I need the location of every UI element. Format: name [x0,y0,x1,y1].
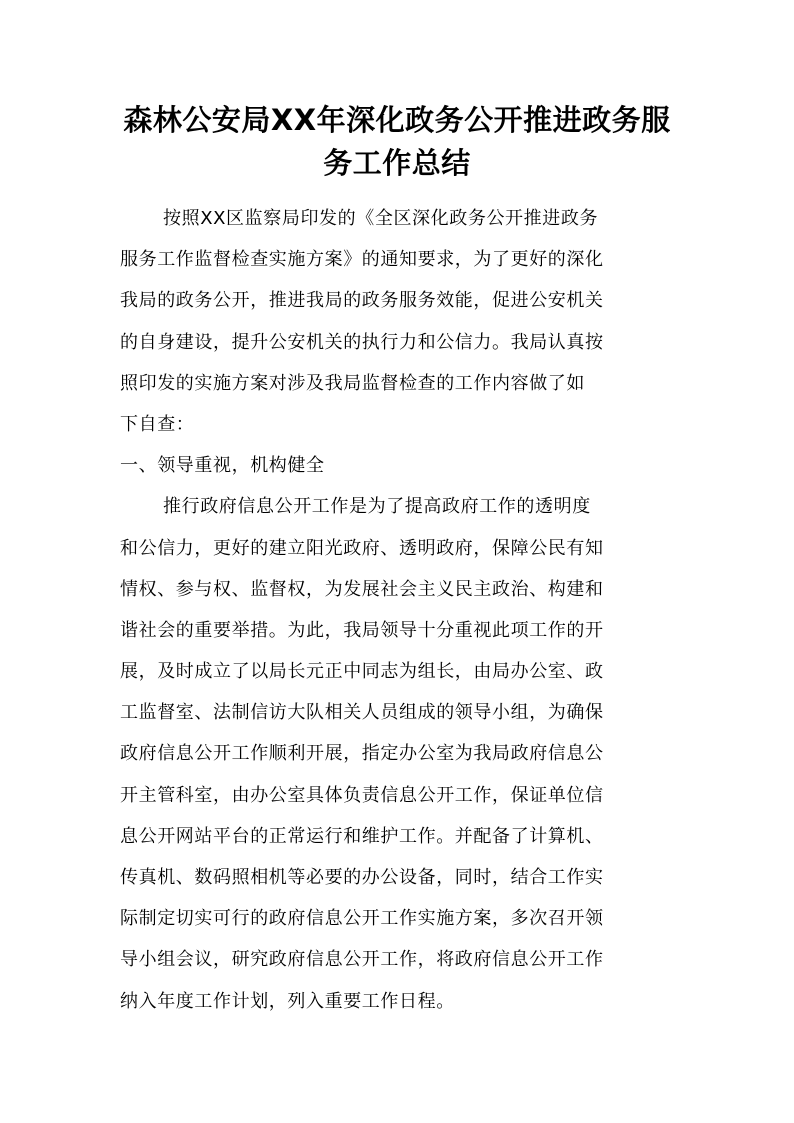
body-line: 工监督室、法制信访大队相关人员组成的领导小组，为确保 [120,702,604,724]
body-line: 纳入年度工作计划，列入重要工作日程。 [120,990,455,1012]
body-line: 下自查： [120,413,195,435]
body-line: 照印发的实施方案对涉及我局监督检查的工作内容做了如 [120,372,585,394]
body-line: 展，及时成立了以局长元正中同志为组长，由局办公室、政 [120,661,604,683]
body-line: 开主管科室，由办公室具体负责信息公开工作，保证单位信 [120,784,604,806]
document-title-line-1: 森林公安局XX年深化政务公开推进政务服 [123,103,671,137]
body-line: 传真机、数码照相机等必要的办公设备，同时，结合工作实 [120,867,604,888]
body-line: 政府信息公开工作顺利开展，指定办公室为我局政府信息公 [120,743,604,765]
document-title-line-2: 务工作总结 [323,146,471,180]
body-line: 导小组会议，研究政府信息公开工作，将政府信息公开工作 [120,949,604,971]
body-line: 我局的政务公开，推进我局的政务服务效能，促进公安机关 [120,290,604,312]
body-line: 按照XX区监察局印发的《全区深化政务公开推进政务 [163,208,599,229]
body-line: 和公信力，更好的建立阳光政府、透明政府，保障公民有知 [120,537,604,559]
body-line: 的自身建设，提升公安机关的执行力和公信力。我局认真按 [120,331,604,353]
body-line: 情权、参与权、监督权，为发展社会主义民主政治、构建和 [120,578,604,600]
document-body [120,198,680,1022]
body-line: 谐社会的重要举措。为此，我局领导十分重视此项工作的开 [120,619,604,641]
body-line: 推行政府信息公开工作是为了提高政府工作的透明度 [163,496,591,518]
body-line: 息公开网站平台的正常运行和维护工作。并配备了计算机、 [120,825,604,847]
body-line: 服务工作监督检查实施方案》的通知要求，为了更好的深化 [120,249,604,271]
body-line: 际制定切实可行的政府信息公开工作实施方案，多次召开领 [120,908,604,930]
section-heading: 一、领导重视，机构健全 [120,455,325,477]
